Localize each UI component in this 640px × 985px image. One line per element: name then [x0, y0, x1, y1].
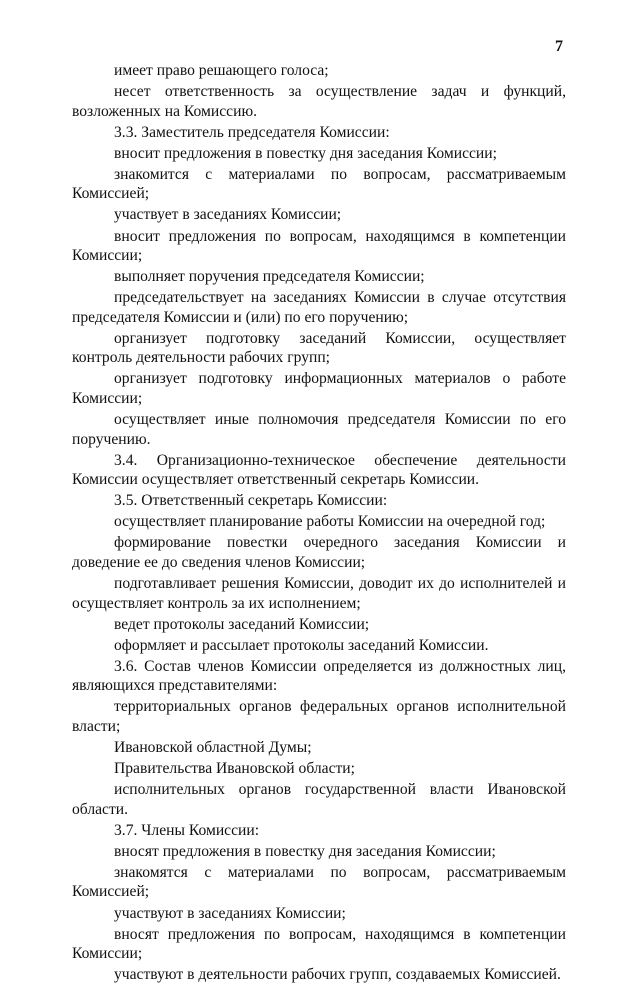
paragraph: осуществляет планирование работы Комиссии на очередной год;: [114, 513, 546, 531]
paragraph: ведет протоколы заседаний Комиссии;: [114, 615, 370, 633]
paragraph: территориальных органов федеральных органов исполнительной власти;: [72, 698, 566, 735]
paragraph: знакомятся с материалами по вопросам, рассматриваемым Комиссией;: [72, 863, 566, 901]
paragraph: формирование повестки очередного заседания Комиссии и доведение ее до сведения членов Комиссии;: [72, 534, 566, 571]
paragraph: Правительства Ивановской области;: [114, 760, 355, 778]
paragraph: участвует в заседаниях Комиссии;: [114, 206, 342, 224]
paragraph: оформляет и рассылает протоколы заседаний Комиссии.: [114, 636, 489, 654]
page-number: 7: [555, 38, 563, 55]
paragraph: вносит предложения по вопросам, находящимся в компетенции Комиссии;: [72, 227, 566, 265]
paragraph: знакомится с материалами по вопросам, рассматриваемым Комиссией;: [72, 165, 566, 203]
paragraph: организует подготовку информационных материалов о работе Комиссии;: [72, 370, 566, 407]
paragraph: осуществляет иные полномочия председателя Комиссии по его поручению.: [72, 411, 566, 448]
paragraph: организует подготовку заседаний Комиссии, осуществляет контроль деятельности рабочих групп;: [72, 329, 566, 367]
paragraph: участвуют в деятельности рабочих групп, создаваемых Комиссией.: [114, 966, 561, 984]
section-heading: 3.6. Состав членов Комиссии определяется из должностных лиц, являющихся представителями:: [72, 657, 566, 695]
document-body: [72, 61, 566, 985]
paragraph: председательствует на заседаниях Комиссии в случае отсутствия председателя Комиссии и (или) по его поручению;: [72, 289, 566, 326]
paragraph: участвуют в заседаниях Комиссии;: [114, 904, 346, 922]
section-heading: 3.4. Организационно-техническое обеспечение деятельности Комиссии осуществляет ответственный секретарь Комиссии.: [72, 451, 566, 489]
paragraph: вносит предложения в повестку дня заседания Комиссии;: [114, 144, 497, 162]
section-heading: 3.7. Члены Комиссии:: [114, 821, 260, 839]
paragraph: подготавливает решения Комиссии, доводит их до исполнителей и осуществляет контроль за их исполнением;: [72, 575, 566, 612]
paragraph: Ивановской областной Думы;: [114, 738, 312, 756]
paragraph: вносят предложения по вопросам, находящимся в компетенции Комиссии;: [72, 925, 566, 963]
paragraph: исполнительных органов государственной власти Ивановской области.: [72, 781, 566, 818]
paragraph: выполняет поручения председателя Комиссии;: [114, 268, 425, 286]
paragraph: имеет право решающего голоса;: [114, 62, 329, 79]
paragraph: вносят предложения в повестку дня заседания Комиссии;: [114, 842, 496, 860]
paragraph: несет ответственность за осуществление задач и функций, возложенных на Комиссию.: [72, 83, 566, 120]
section-heading: 3.3. Заместитель председателя Комиссии:: [114, 123, 390, 141]
section-heading: 3.5. Ответственный секретарь Комиссии:: [114, 492, 388, 510]
